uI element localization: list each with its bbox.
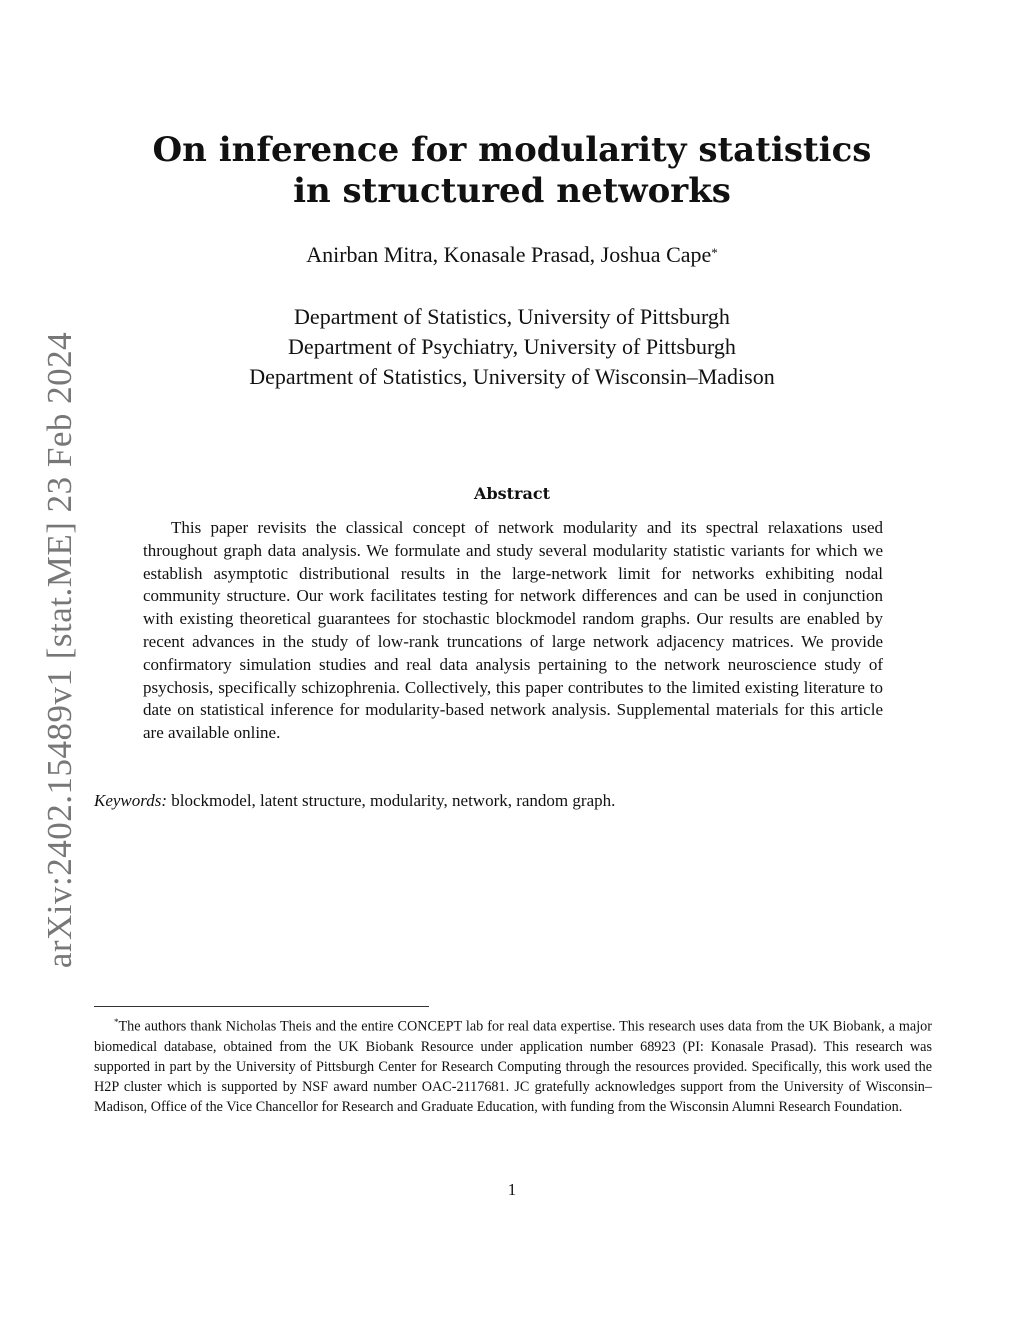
- affiliation: Department of Statistics, University of Pittsburgh: [294, 304, 730, 329]
- abstract-text: This paper revisits the classical concept of network modularity and its spectral relaxations used throughout graph data analysis. We formulate and study several modularity statistic variants for which we establish asymptotic distributional results in the large-network limit for networks exhibiting nodal community structure. Our work facilitates testing for network differences and can be used in conjunction with existing theoretical guarantees for stochastic blockmodel random graphs. Our results are enabled by recent advances in the study of low-rank truncations of large network adjacency matrices. We provide confirmatory simulation studies and real data analysis pertaining to the network neuroscience study of psychosis, specifically schizophrenia. Collectively, this paper contributes to the limited existing literature to date on statistical inference for modularity-based network analysis. Supplemental materials for this article are available online.: [143, 518, 883, 743]
- footnote-text: The authors thank Nicholas Theis and the entire CONCEPT lab for real data expertise. This research uses data from the UK Biobank, a major biomedical database, obtained from the UK Biobank Resource under application number 68923 (PI: Konasale Prasad). This research was supported in part by the University of Pittsburgh Center for Research Computing through the resources provided. Specifically, this work used the H2P cluster which is supported by NSF award number OAC-2117681. JC gratefully acknowledges support from the University of Wisconsin–Madison, Office of the Vice Chancellor for Research and Graduate Education, with funding from the Wisconsin Alumni Research Foundation.: [94, 1018, 932, 1115]
- author-list: [130, 240, 894, 270]
- paper-title: On inference for modularity statistics in structured networks: [152, 130, 872, 211]
- author-footnote-mark: *: [711, 245, 718, 260]
- keywords-line: [94, 790, 934, 812]
- affiliation: Department of Psychiatry, University of Pittsburgh: [288, 334, 736, 359]
- footnote-mark: *: [114, 1017, 119, 1027]
- affiliation-list: [130, 302, 894, 392]
- footnote-divider: [94, 1006, 429, 1007]
- affiliation: Department of Statistics, University of Wisconsin–Madison: [249, 364, 775, 389]
- abstract-heading: Abstract: [474, 484, 550, 503]
- footnote: [94, 1012, 932, 1117]
- arxiv-identifier-stamp: arXiv:2402.15489v1 [stat.ME] 23 Feb 2024: [40, 331, 79, 969]
- keywords-text: blockmodel, latent structure, modularity, network, random graph.: [171, 791, 616, 810]
- keywords-label: Keywords:: [94, 791, 168, 810]
- page-number: 1: [507, 1180, 517, 1199]
- author-names: Anirban Mitra, Konasale Prasad, Joshua Cape: [306, 242, 712, 267]
